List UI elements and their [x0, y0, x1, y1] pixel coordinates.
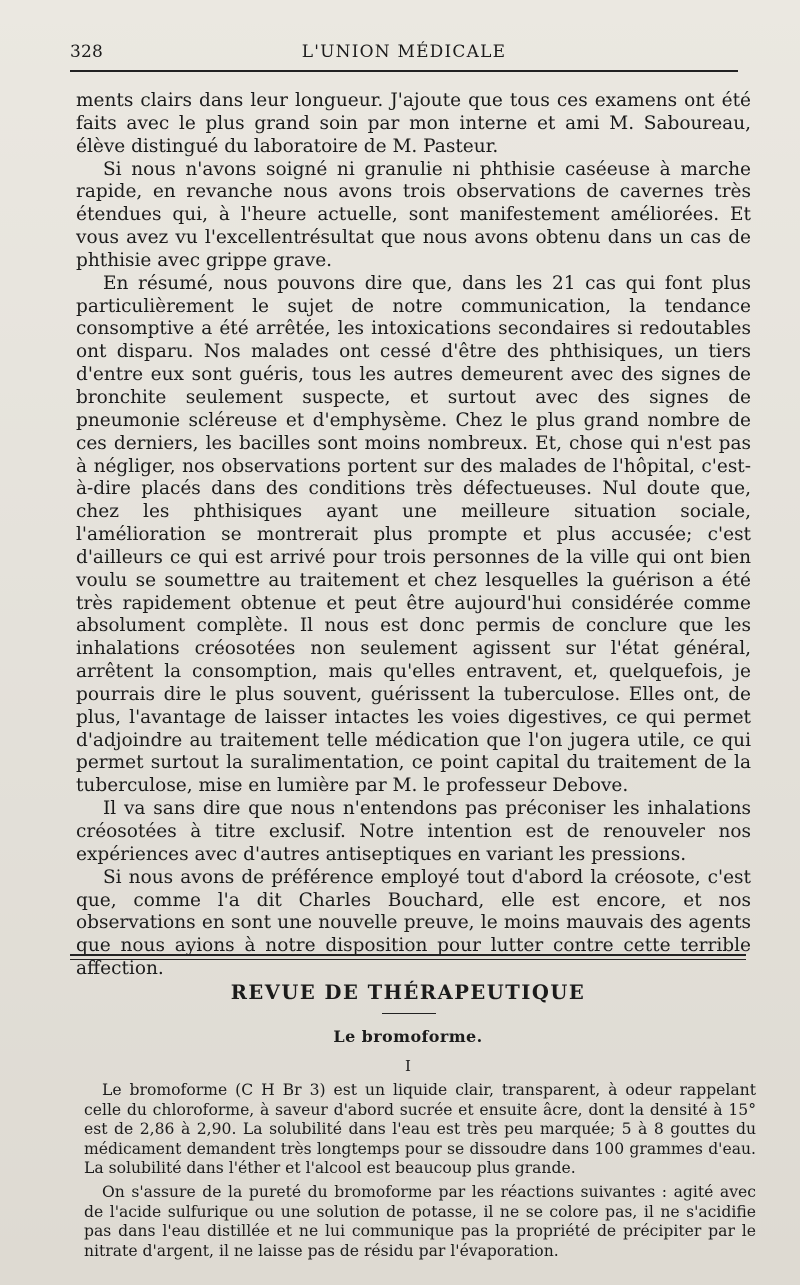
article-body	[76, 90, 751, 981]
page-header	[70, 42, 738, 66]
body-paragraph: ments clairs dans leur longueur. J'ajoute que tous ces examens ont été faits avec le plus grand soin par mon interne et ami M. Saboureau, élève distingué du laboratoire de M. Pasteur.	[76, 90, 751, 157]
body-paragraph: Si nous avons de préférence employé tout d'abord la créosote, c'est que, comme l'a dit Charles Bouchard, elle est encore, et nos observations en sont une nouvelle preuve, le moins mauvais des agents que nous ayions à notre disposition pour lutter contre cette terrible affection.	[76, 866, 751, 980]
therapeutics-paragraph: On s'assure de la pureté du bromoforme par les réactions suivantes : agité avec de l'acide sulfurique ou une solution de potasse, il ne se colore pas, il ne s'acidifie pas dans l'eau distillée et ne lui communique pas la propriété de précipiter par le nitrate d'argent, il ne laisse pas de résidu par l'évaporation.	[84, 1182, 756, 1260]
page-number: 328	[70, 42, 104, 62]
body-paragraph: Il va sans dire que nous n'entendons pas préconiser les inhalations créosotées à titre exclusif. Notre intention est de renouveler nos expériences avec d'autres antiseptiques en variant les pressions.	[76, 798, 751, 865]
article-title: Le bromoforme.	[333, 1027, 483, 1046]
running-title: L'UNION MÉDICALE	[301, 42, 507, 62]
section-title: REVUE DE THÉRAPEUTIQUE	[230, 981, 586, 1004]
section-divider	[70, 954, 746, 960]
section-title-rule	[382, 1013, 436, 1014]
body-paragraph: En résumé, nous pouvons dire que, dans les 21 cas qui font plus particulièrement le sujet de notre communication, la tendance consomptive a été arrêtée, les intoxications secondaires si redoutables ont disparu. Nos malades ont cessé d'être des phthisiques, un tiers d'entre eux sont guéris, tous les autres demeurent avec des signes de bronchite seulement suspecte, et surtout avec des signes de pneumonie scléreuse et d'emphysème. Chez le plus grand nombre de ces derniers, les bacilles sont moins nombreux. Et, chose qui n'est pas à négliger, nos observations portent sur des malades de l'hôpital, c'est-à-dire placés dans des conditions très défectueuses. Nul doute que, chez les phthisiques ayant une meilleure situation sociale, l'amélioration se montrerait plus prompte et plus accusée; c'est d'ailleurs ce qui est arrivé pour trois personnes de la ville qui ont bien voulu se soumettre au traitement et chez lesquelles la guérison a été très rapidement obtenue et peut être aujourd'hui considérée comme absolument complète. Il nous est donc permis de conclure que les inhalations créosotées non seulement agissent sur l'état général, arrêtent la consomption, mais qu'elles entravent, et, quelquefois, je pourrais dire le plus souvent, guérissent la tuberculose. Elles ont, de plus, l'avantage de laisser intactes les voies digestives, ce qui permet d'adjoindre au traitement telle médication que l'on jugera utile, ce qui permet surtout la suralimentation, ce point capital du traitement de la tuberculose, mise en lumière par M. le professeur Debove.	[76, 272, 751, 797]
body-paragraph: Si nous n'avons soigné ni granulie ni phthisie caséeuse à marche rapide, en revanche nous avons trois observations de cavernes très étendues qui, à l'heure actuelle, sont manifestement améliorées. Et vous avez vu l'excellentrésultat que nous avons obtenu dans un cas de phthisie avec grippe grave.	[76, 158, 751, 271]
therapeutics-paragraph: Le bromoforme (C H Br 3) est un liquide clair, transparent, à odeur rappelant celle du chloroforme, à saveur d'abord sucrée et ensuite âcre, dont la densité à 15° est de 2,86 à 2,90. La solubilité dans l'eau est très peu marquée; 5 à 8 gouttes du médicament demandent très longtemps pour se dissoudre dans 100 grammes d'eau. La solubilité dans l'éther et l'alcool est beaucoup plus grande.	[84, 1081, 756, 1178]
therapeutics-body	[84, 1081, 756, 1261]
roman-numeral-heading: I	[405, 1057, 411, 1075]
header-rule	[70, 70, 738, 72]
